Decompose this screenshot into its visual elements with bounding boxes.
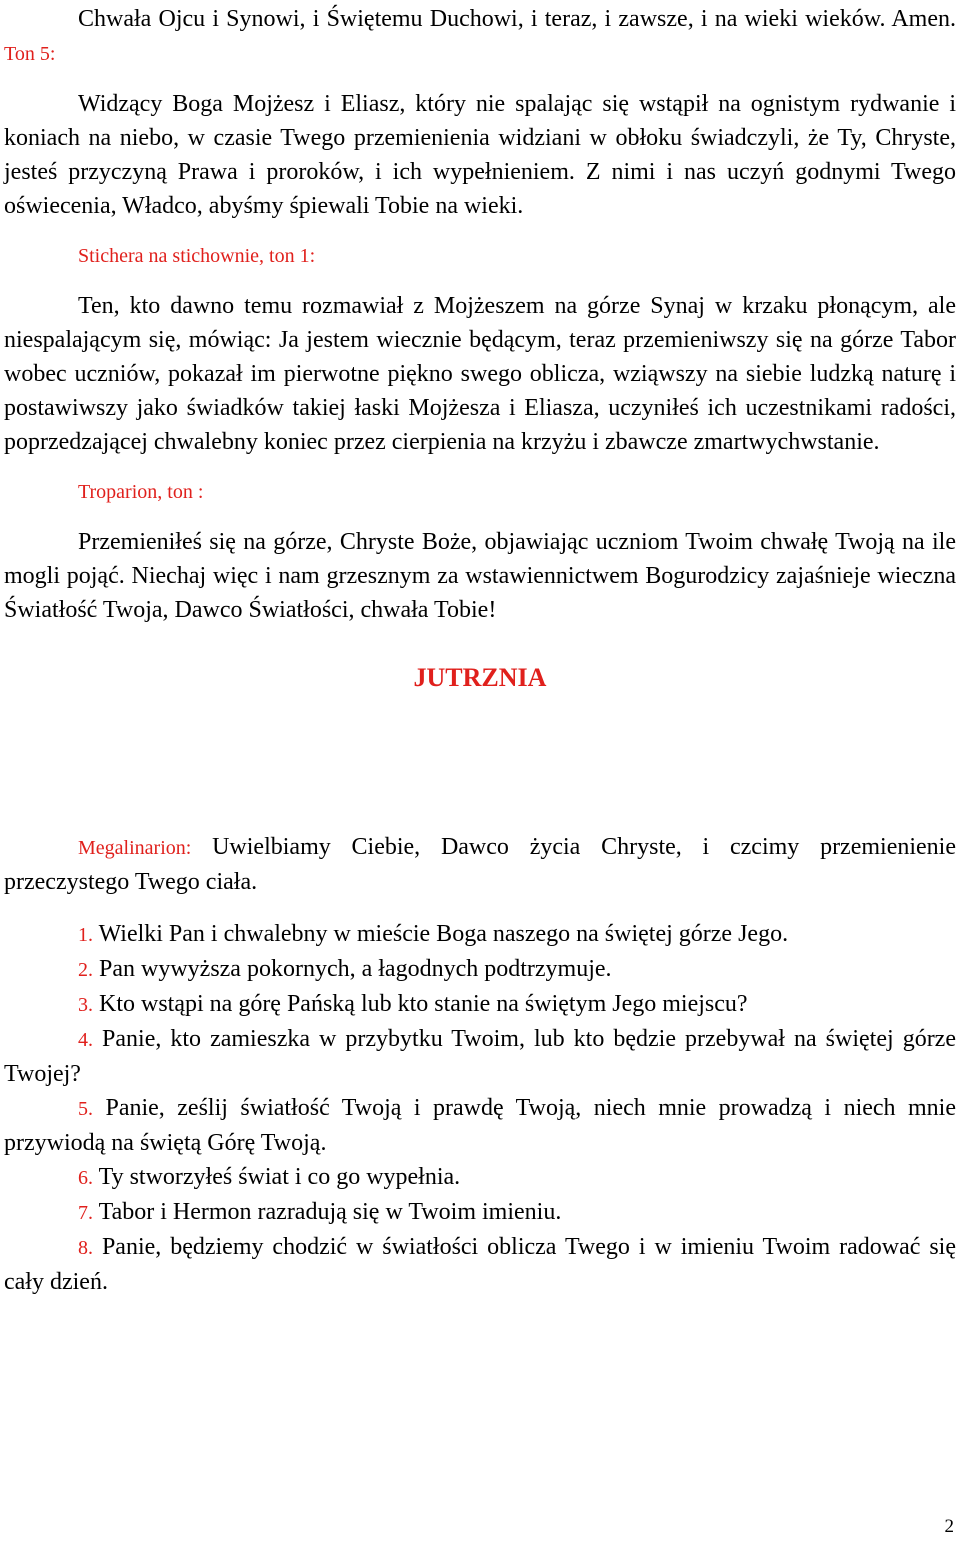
megalinarion-text: Uwielbiamy Ciebie, Dawco życia Chryste, i czcimy przemienienie przeczystego Twego ciała.: [4, 834, 956, 895]
verse-item: [4, 1022, 956, 1091]
verse-text: Wielki Pan i chwalebny w mieście Boga naszego na świętej górze Jego.: [98, 921, 789, 947]
verse-text: Ty stworzyłeś świat i co go wypełnia.: [98, 1164, 461, 1190]
verse-item: [4, 1230, 956, 1299]
verse-number: 1.: [78, 924, 93, 946]
verse-list: [4, 917, 956, 1299]
verse-item: [4, 952, 956, 987]
document-page: [4, 0, 956, 1299]
verse-number: 7.: [78, 1202, 93, 1224]
verse-number: 6.: [78, 1167, 93, 1189]
verse-item: [4, 917, 956, 952]
verse-text: Panie, kto zamieszka w przybytku Twoim, lub kto będzie przebywał na świętej górze Twojej?: [4, 1026, 956, 1087]
verse-number: 5.: [78, 1098, 93, 1120]
stichera-rubric: Stichera na stichownie, ton 1:: [78, 245, 316, 267]
hymn-text-part2: Z nimi i nas uczyń godnymi Twego oświecenia, Władco, abyśmy śpiewali Tobie na wieki.: [4, 159, 957, 219]
verse-item: [4, 1091, 956, 1160]
page-number: 2: [944, 1516, 954, 1537]
troparion-rubric: Troparion, ton :: [78, 481, 204, 503]
hymn-paragraph: [4, 87, 956, 223]
verse-item: [4, 1160, 956, 1195]
tone-label: Ton 5:: [4, 43, 56, 65]
doxology-paragraph: [4, 0, 956, 71]
hymn-text-part1: Widzący Boga Mojżesz i Eliasz, który nie spalając się wstąpił na ognistym rydwanie i koniach na niebo, w czasie Twego przemienienia widziani w obłoku świadczyli, że Ty, Chryste, jesteś przyczyną Prawa i proroków, i ich wypełnieniem.: [4, 91, 956, 185]
troparion-text-part1: Przemieniłeś się na górze, Chryste Boże, objawiając uczniom Twoim chwałę Twoją na ile mogli pojąć.: [4, 529, 956, 589]
stichera-paragraph: Ten, kto dawno temu rozmawiał z Mojżeszem na górze Synaj w krzaku płonącym, ale niespalającym się, mówiąc: Ja jestem wiecznie będącym, teraz przemieniwszy się na górze Tabor wobec uczniów, pokazał im pierwotne piękno swego oblicza, wziąwszy na siebie ludzką naturę i postawiwszy jako świadków takiej łaski Mojżesza i Eliasza, uczyniłeś ich uczestnikami radości, poprzedzającej chwalebny koniec przez cierpienia na krzyżu i zbawcze zmartwychwstanie.: [4, 293, 956, 455]
verse-number: 3.: [78, 994, 93, 1016]
verse-number: 4.: [78, 1029, 93, 1051]
section-heading: JUTRZNIA: [413, 663, 547, 692]
doxology-text: Chwała Ojcu i Synowi, i Świętemu Duchowi, i teraz, i zawsze, i na wieki wieków. Amen.: [78, 6, 956, 32]
verse-text: Panie, będziemy chodzić w światłości oblicza Twego i w imieniu Twoim radować się cały dzień.: [4, 1234, 957, 1295]
verse-number: 8.: [78, 1237, 93, 1259]
verse-item: [4, 1195, 956, 1230]
verse-text: Panie, ześlij światłość Twoją i prawdę Twoją, niech mnie prowadzą i niech mnie przywiodą na świętą Górę Twoją.: [4, 1095, 957, 1156]
verse-item: [4, 987, 956, 1022]
verse-text: Tabor i Hermon razradują się w Twoim imieniu.: [98, 1199, 562, 1225]
verse-text: Pan wywyższa pokornych, a łagodnych podtrzymuje.: [99, 956, 612, 982]
megalinarion-label: Megalinarion:: [78, 837, 192, 859]
verse-text: Kto wstąpi na górę Pańską lub kto stanie na świętym Jego miejscu?: [99, 991, 748, 1017]
verse-number: 2.: [78, 959, 93, 981]
troparion-text-part2: Niechaj więc i nam grzesznym za wstawiennictwem Bogurodzicy zajaśnieje wieczna Światłość Twoja, Dawco Światłości, chwała Tobie!: [4, 563, 957, 623]
megalinarion-paragraph: [4, 830, 956, 899]
troparion-paragraph: [4, 525, 956, 627]
